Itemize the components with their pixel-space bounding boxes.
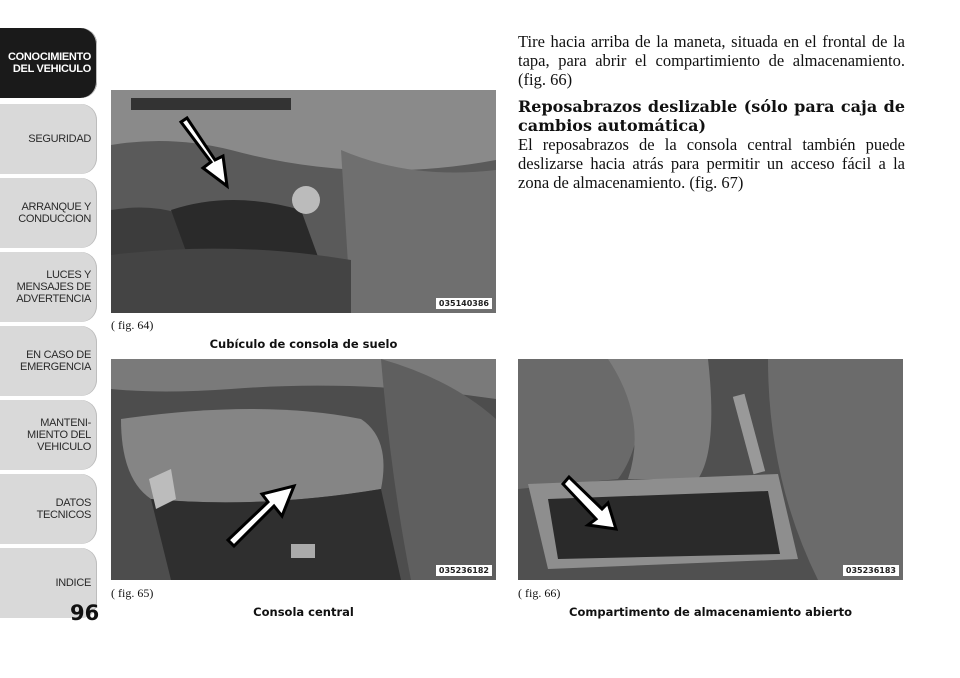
- figure-64-photo: [111, 90, 496, 313]
- tab-mantenimiento[interactable]: MANTENI- MIENTO DEL VEHICULO: [0, 400, 97, 470]
- tab-arranque-y-conduccion[interactable]: ARRANQUE Y CONDUCCION: [0, 178, 97, 248]
- figure-66-code: 035236183: [843, 565, 899, 576]
- figure-64-ref: ( fig. 64): [111, 318, 154, 332]
- figure-65-code: 035236182: [436, 565, 492, 576]
- figure-66-caption: Compartimento de almacenamiento abierto: [569, 605, 852, 619]
- tab-indice[interactable]: INDICE: [0, 548, 97, 618]
- tab-datos-tecnicos[interactable]: DATOS TECNICOS: [0, 474, 97, 544]
- tab-conocimiento-del-vehiculo[interactable]: CONOCIMIENTO DEL VEHICULO: [0, 28, 97, 98]
- main-text: [518, 32, 905, 200]
- figure-64-caption: Cubículo de consola de suelo: [209, 337, 398, 351]
- tab-luces-y-mensajes[interactable]: LUCES Y MENSAJES DE ADVERTENCIA: [0, 252, 97, 322]
- figure-65-ref: ( fig. 65): [111, 586, 154, 600]
- figure-65-caption: Consola central: [253, 605, 354, 619]
- paragraph-sliding-armrest: El reposabrazos de la consola central también puede deslizarse hacia atrás para permitir un acceso fácil a la zona de almacenamiento. (fig. 67): [518, 135, 905, 192]
- figure-65-photo: [111, 359, 496, 580]
- section-heading-sliding-armrest: Reposabrazos deslizable (sólo para caja de cambios automática): [518, 97, 905, 135]
- page-number: 96: [70, 601, 100, 625]
- tab-seguridad[interactable]: SEGURIDAD: [0, 104, 97, 174]
- figure-66-ref: ( fig. 66): [518, 586, 561, 600]
- paragraph-open-storage: Tire hacia arriba de la maneta, situada en el frontal de la tapa, para abrir el compartimiento de almacenamiento. (fig. 66): [518, 32, 905, 89]
- tab-en-caso-de-emergencia[interactable]: EN CASO DE EMERGENCIA: [0, 326, 97, 396]
- figure-64-code: 035140386: [436, 298, 492, 309]
- figure-66-photo: [518, 359, 903, 580]
